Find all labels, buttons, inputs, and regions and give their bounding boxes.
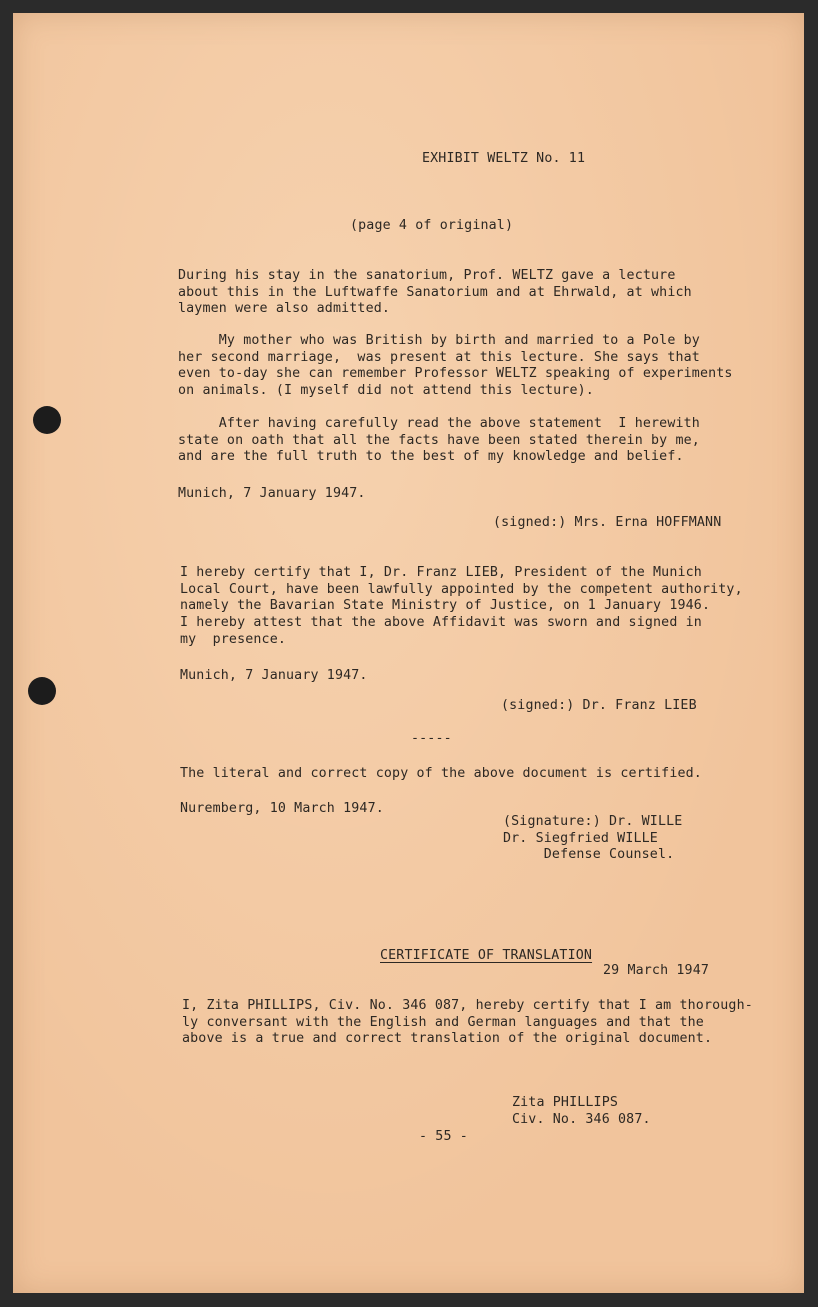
exhibit-title: EXHIBIT WELTZ No. 11 xyxy=(422,151,586,166)
paragraph-copy-certified: The literal and correct copy of the above document is certified. xyxy=(180,766,702,781)
date-line-3: Nuremberg, 10 March 1947. xyxy=(180,801,384,816)
page-number: - 55 - xyxy=(419,1129,468,1144)
paragraph-lecture: During his stay in the sanatorium, Prof. WELTZ gave a lecture about this in the Luftwaffe Sanatorium and at Ehrwald, at which laymen were also admitted. xyxy=(178,268,692,317)
separator: ----- xyxy=(411,731,452,746)
signature-lieb: (signed:) Dr. Franz LIEB xyxy=(501,698,697,713)
page-note: (page 4 of original) xyxy=(350,218,514,233)
paragraph-certification: I hereby certify that I, Dr. Franz LIEB, President of the Munich Local Court, have been lawfully appointed by the competent authority, namely the Bavarian State Ministry of Justice, on 1 January 1946. I hereby attest that the above Affidavit was sworn and signed in my presence. xyxy=(180,565,743,647)
punch-hole-bottom xyxy=(28,677,56,705)
signature-hoffmann: (signed:) Mrs. Erna HOFFMANN xyxy=(493,515,722,530)
date-line-2: Munich, 7 January 1947. xyxy=(180,668,368,683)
certificate-date: 29 March 1947 xyxy=(603,963,710,978)
date-line-1: Munich, 7 January 1947. xyxy=(178,486,366,501)
certificate-heading: CERTIFICATE OF TRANSLATION xyxy=(380,948,593,963)
translator-signature: Zita PHILLIPS Civ. No. 346 087. xyxy=(512,1095,651,1127)
signature-wille: (Signature:) Dr. WILLE Dr. Siegfried WILLE Defense Counsel. xyxy=(503,814,683,863)
certificate-text: I, Zita PHILLIPS, Civ. No. 346 087, hereby certify that I am thorough- ly conversant with the English and German languages and that the above is a true and correct translation of the original document. xyxy=(182,998,753,1047)
document-page xyxy=(13,13,804,1293)
paragraph-mother: My mother who was British by birth and married to a Pole by her second marriage, was present at this lecture. She says that even to-day she can remember Professor WELTZ speaking of experiments on animals. (I myself did not attend this lecture). xyxy=(178,333,733,399)
punch-hole-top xyxy=(33,406,61,434)
paragraph-oath: After having carefully read the above statement I herewith state on oath that all the facts have been stated therein by me, and are the full truth to the best of my knowledge and belief. xyxy=(178,416,700,465)
